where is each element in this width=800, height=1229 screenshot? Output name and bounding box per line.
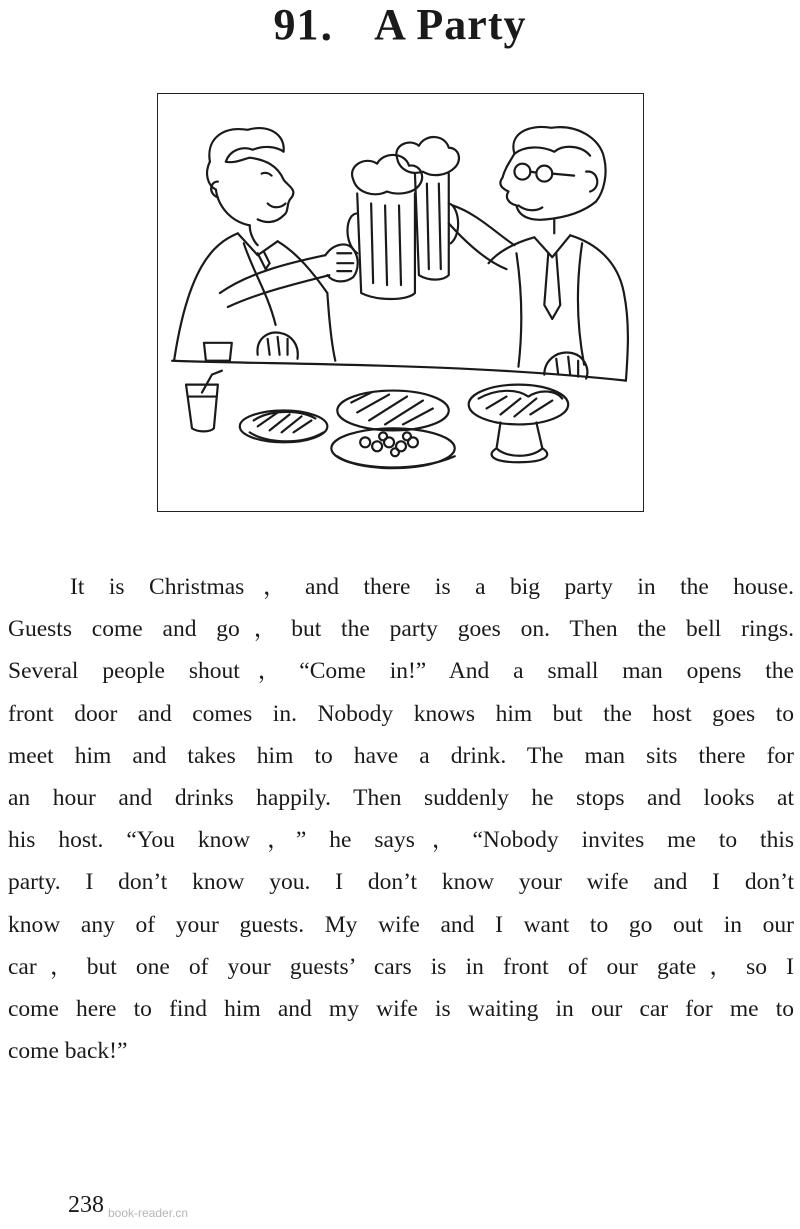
drink-glass [186, 371, 222, 432]
story-line: Guests come and go，but the party goes on. Then the bell rings. [8, 616, 794, 643]
story-line: an hour and drinks happily. Then suddenly he stops and looks at [8, 785, 794, 812]
right-cake-stand [469, 385, 569, 463]
story-line: party. I don’t know you. I don’t know your wife and I don’t [8, 869, 794, 896]
story-line: his host. “You know，” he says，“Nobody invites me to this [8, 827, 794, 854]
page-title: 91． A Party [273, 0, 527, 49]
story-line: It is Christmas，and there is a big party in the house. [70, 574, 794, 600]
left-beer-mug [347, 155, 422, 299]
left-man-figure [174, 128, 358, 361]
story-line: come here to find him and my wife is waiting in our car for me to [8, 996, 794, 1023]
story-illustration [157, 93, 644, 512]
watermark: book-reader.cn [108, 1206, 189, 1220]
story-line: car，but one of your guests’ cars is in front of our gate，so I [8, 953, 794, 980]
left-food-plate [240, 410, 328, 442]
page-number: 238 [68, 1192, 104, 1218]
story-line: come back!” [8, 1038, 128, 1065]
story-line: front door and comes in. Nobody knows him but the host goes to [8, 700, 794, 727]
story-text [8, 566, 794, 1072]
right-beer-mug [396, 137, 459, 280]
center-food-plate [331, 391, 454, 469]
story-line: know any of your guests. My wife and I want to go out in our [8, 911, 794, 938]
story-line: Several people shout，“Come in!” And a small man opens the [8, 658, 794, 685]
small-cup [204, 343, 232, 361]
right-man-figure [449, 127, 628, 381]
story-line: meet him and takes him to have a drink. The man sits there for [8, 742, 794, 769]
